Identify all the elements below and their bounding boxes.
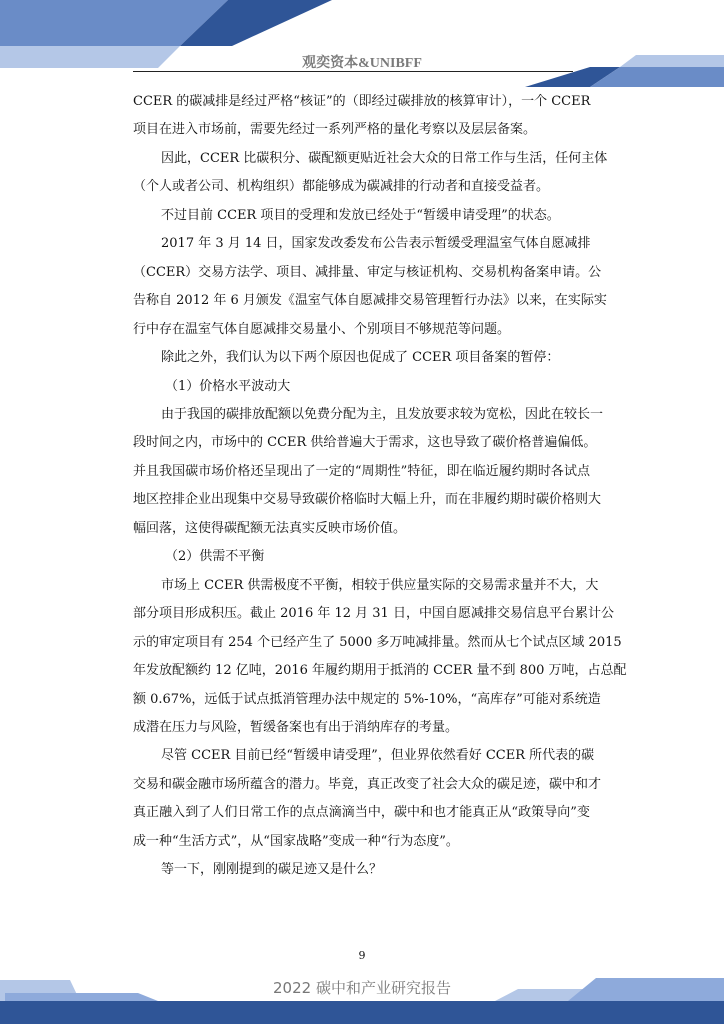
- text-line: 地区控排企业出现集中交易导致碳价格临时大幅上升，而在非履约期时碳价格则大: [133, 492, 602, 508]
- text-line: 尽管 CCER 目前已经“暂缓申请受理”，但业界依然看好 CCER 所代表的碳: [161, 748, 595, 764]
- text-line: 示的审定项目有 254 个已经产生了 5000 多万吨减排量。然而从七个试点区域 2015: [133, 634, 622, 650]
- text-line: 市场上 CCER 供需极度不平衡，相较于供应量实际的交易需求量并不大，大: [161, 577, 599, 593]
- text-line: 项目在进入市场前，需要先经过一系列严格的量化考察以及层层备案。: [133, 122, 537, 138]
- page-number: 9: [358, 949, 366, 962]
- text-line: 年发放配额约 12 亿吨，2016 年履约期用于抵消的 CCER 量不到 800 万吨，占总配: [133, 663, 627, 679]
- text-line: 幅回落，这使得碳配额无法真实反映市场价值。: [133, 520, 407, 536]
- text-line: 真正融入到了人们日常工作的点点滴滴当中，碳中和也才能真正从“政策导向”变: [133, 805, 590, 821]
- header-rule: [133, 71, 573, 72]
- text-line: 除此之外，我们认为以下两个原因也促成了 CCER 项目备案的暂停：: [161, 350, 560, 366]
- paragraph: [133, 145, 608, 202]
- text-line: （个人或者公司、机构组织）都能够成为碳减排的行动者和直接受益者。: [133, 179, 550, 195]
- paragraph: [133, 88, 590, 145]
- paragraph: [133, 856, 590, 884]
- text-line: 等一下，刚刚提到的碳足迹又是什么？: [161, 862, 383, 878]
- text-line: CCER 的碳减排是经过严格“核证”的（即经过碳排放的核算审计），一个 CCER: [133, 94, 591, 109]
- paragraph: [133, 230, 607, 344]
- paragraph: [133, 572, 627, 743]
- paragraph: [133, 742, 602, 856]
- paragraph: [133, 202, 590, 230]
- text-line: 额 0.67%，远低于试点抵消管理办法中规定的 5%-10%，“高库存”可能对系统造: [133, 691, 601, 707]
- text-line: 因此，CCER 比碳积分、碳配额更贴近社会大众的日常工作与生活，任何主体: [161, 150, 608, 166]
- text-line: 交易和碳金融市场所蕴含的潜力。毕竟，真正改变了社会大众的碳足迹，碳中和才: [133, 776, 602, 792]
- paragraph: [133, 344, 590, 372]
- subheading-text: （1）价格水平波动大: [165, 378, 291, 394]
- text-line: 由于我国的碳排放配额以免费分配为主，且发放要求较为宽松，因此在较长一: [161, 406, 604, 422]
- text-line: 不过目前 CCER 项目的受理和发放已经处于“暂缓申请受理”的状态。: [161, 207, 560, 223]
- text-line: 成潜在压力与风险，暂缓备案也有出于消纳库存的考量。: [133, 719, 459, 735]
- header-title: 观奕资本&UNIBFF: [302, 56, 422, 71]
- bottom-dark-band: [0, 1001, 724, 1024]
- text-line: 行中存在温室气体自愿减排交易量小、个别项目不够规范等问题。: [133, 321, 511, 337]
- text-line: 并且我国碳市场价格还呈现出了一定的“周期性”特征，即在临近履约期时各试点: [133, 463, 590, 479]
- text-line: （CCER）交易方法学、项目、减排量、审定与核证机构、交易机构备案申请。公: [133, 264, 602, 280]
- footer-title: 2022 碳中和产业研究报告: [273, 979, 451, 997]
- paragraph: [133, 401, 604, 543]
- text-line: 告称自 2012 年 6 月颁发《温室气体自愿减排交易管理暂行办法》以来，在实际实: [133, 293, 607, 309]
- document-body: [133, 88, 627, 885]
- subheading: [133, 543, 590, 571]
- text-line: 成一种“生活方式”，从“国家战略”变成一种“行为态度”。: [133, 833, 459, 849]
- subheading-text: （2）供需不平衡: [165, 549, 265, 565]
- text-line: 部分项目形成积压。截止 2016 年 12 月 31 日，中国自愿减排交易信息平台累计公: [133, 606, 614, 622]
- text-line: 2017 年 3 月 14 日，国家发改委发布公告表示暂缓受理温室气体自愿减排: [161, 236, 591, 252]
- text-line: 段时间之内，市场中的 CCER 供给普遍大于需求，这也导致了碳价格普遍偏低。: [133, 435, 597, 451]
- subheading: [133, 373, 590, 401]
